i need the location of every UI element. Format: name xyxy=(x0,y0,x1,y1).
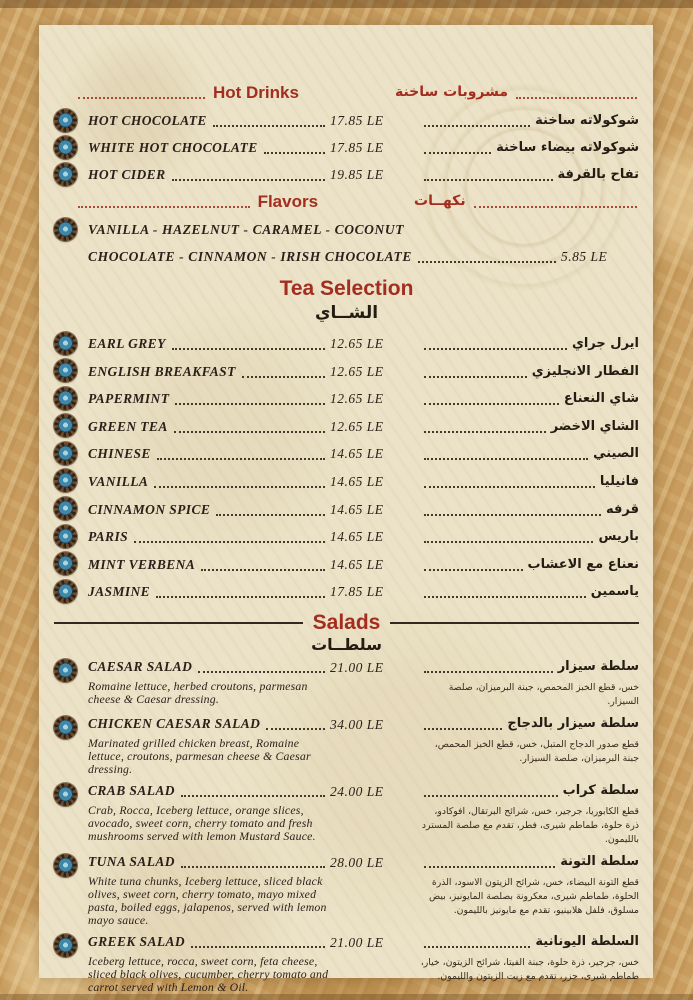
dotted-leader xyxy=(78,97,205,99)
item-name-ar: شاي النعناع xyxy=(563,391,639,407)
item-desc-en: White tuna chunks, Iceberg lettuce, sliced black olives, sweet corn, cherry tomato, mayo mixed pasta, boiled eggs, jalapenos, served with lemon mayo sauce. xyxy=(88,874,327,928)
dotted-leader xyxy=(157,458,325,460)
dotted-leader xyxy=(78,206,250,208)
item-name-en: CINNAMON SPICE xyxy=(88,501,211,517)
brand-medallion-icon xyxy=(54,525,77,548)
item-name-ar: سلطة سيزار بالدجاج xyxy=(507,716,639,732)
dotted-leader xyxy=(174,431,325,433)
item-name-ar: الشاي الاخضر xyxy=(550,418,639,434)
item-price: 12.65 LE xyxy=(330,336,384,351)
item-desc-ar: خس، قطع الخبز المحمص، جبنة البرميزان، صلصة السيزار. xyxy=(448,682,639,708)
menu-item-row xyxy=(54,580,639,602)
menu-item-row xyxy=(54,360,639,382)
item-name-ar: السلطة اليونانية xyxy=(535,934,639,950)
item-price: 12.65 LE xyxy=(330,391,384,407)
salad-item-row xyxy=(54,659,639,709)
dotted-leader xyxy=(213,125,325,127)
brand-medallion-icon xyxy=(54,783,77,806)
item-desc-ar: قطع الكابوريا، جرجير، خس، شرائح البرتقال، افوكادو، ذرة حلوة، طماطم شيرى، فطر، تقدم مع صلصة المسترد بالليمون. xyxy=(421,806,639,846)
flavors-title-en: Flavors xyxy=(257,192,319,211)
dotted-leader xyxy=(424,376,527,378)
dotted-leader xyxy=(264,152,325,154)
dotted-leader xyxy=(242,376,325,378)
brand-medallion-icon xyxy=(54,218,77,241)
hot-drinks-section-header xyxy=(54,81,639,103)
item-price: 14.65 LE xyxy=(330,529,384,545)
item-price: 17.85 LE xyxy=(330,584,384,600)
item-price: 12.65 LE xyxy=(330,363,384,379)
item-price: 14.65 LE xyxy=(330,473,384,489)
item-name-ar: سلطة التونة xyxy=(560,854,639,870)
dotted-leader xyxy=(424,179,553,181)
item-name-en: HOT CIDER xyxy=(88,167,166,182)
rule-line xyxy=(54,622,303,624)
dotted-leader xyxy=(424,541,593,543)
brand-medallion-icon xyxy=(54,136,77,159)
item-price: 17.85 LE xyxy=(330,113,384,128)
flavors-title-ar: نكهــات xyxy=(414,193,466,209)
item-name-en: GREEK SALAD xyxy=(88,934,186,950)
item-name-en: MINT VERBENA xyxy=(88,556,196,572)
salad-item-row xyxy=(54,854,639,927)
menu-content xyxy=(39,25,653,994)
salad-item-row xyxy=(54,783,639,847)
item-name-en: VANILLA xyxy=(88,473,149,489)
item-desc-en: Romaine lettuce, herbed croutons, parmesan cheese & Caesar dressing. xyxy=(88,679,308,707)
rule-line xyxy=(390,622,639,624)
brand-medallion-icon xyxy=(54,332,77,355)
hot-drinks-title-en: Hot Drinks xyxy=(212,83,299,102)
salads-section-header xyxy=(54,611,639,635)
dotted-leader xyxy=(181,795,325,797)
brand-medallion-icon xyxy=(54,359,77,382)
item-name-en: CHINESE xyxy=(88,446,151,462)
brand-medallion-icon xyxy=(54,387,77,410)
dotted-leader xyxy=(216,514,325,516)
item-price: 14.65 LE xyxy=(330,446,384,462)
brand-medallion-icon xyxy=(54,716,77,739)
item-price: 14.65 LE xyxy=(330,501,384,517)
item-price: 12.65 LE xyxy=(330,418,384,434)
dotted-leader xyxy=(418,261,556,263)
dotted-leader xyxy=(516,97,637,99)
brand-medallion-icon xyxy=(54,854,77,877)
menu-item-row xyxy=(54,442,639,464)
brand-medallion-icon xyxy=(54,414,77,437)
dotted-leader xyxy=(474,206,637,208)
dotted-leader xyxy=(424,671,553,673)
menu-item-row xyxy=(54,163,639,185)
item-name-ar: باريس xyxy=(598,529,639,545)
menu-item-row xyxy=(54,525,639,547)
item-name-en: TUNA SALAD xyxy=(88,854,175,870)
flavors-line-2: CHOCOLATE - CINNAMON - IRISH CHOCOLATE xyxy=(88,249,412,264)
dotted-leader xyxy=(424,728,502,730)
dotted-leader xyxy=(134,541,325,543)
tea-title-en: Tea Selection xyxy=(279,277,414,300)
item-name-en: WHITE HOT CHOCOLATE xyxy=(88,140,258,155)
item-desc-en: Iceberg lettuce, rocca, sweet corn, feta cheese, sliced black olives, cucumber, cherry tomato and carrot served with Lemon & Oil. xyxy=(88,954,329,995)
dotted-leader xyxy=(424,458,588,460)
dotted-leader xyxy=(424,569,523,571)
menu-item-row xyxy=(54,498,639,520)
dotted-leader xyxy=(175,403,325,405)
item-name-en: HOT CHOCOLATE xyxy=(88,113,207,128)
dotted-leader xyxy=(424,152,491,154)
dotted-leader xyxy=(198,671,325,673)
dotted-leader xyxy=(191,946,325,948)
brand-medallion-icon xyxy=(54,552,77,575)
brand-medallion-icon xyxy=(54,659,77,682)
item-name-ar: ياسمين xyxy=(590,584,639,600)
item-name-ar: الفطار الانجليزي xyxy=(531,363,639,379)
dotted-leader xyxy=(172,179,326,181)
item-desc-ar: قطع صدور الدجاج المتبل، خس، قطع الخبز المحمص، جبنة البرميزان، صلصة السيزار. xyxy=(434,739,639,765)
menu-item-row xyxy=(54,387,639,409)
dotted-leader xyxy=(424,431,546,433)
item-name-en: JASMINE xyxy=(88,584,151,600)
item-price: 24.00 LE xyxy=(330,784,384,800)
item-name-en: PAPERMINT xyxy=(88,391,170,407)
flavors-line-1: VANILLA - HAZELNUT - CARAMEL - COCONUT xyxy=(88,222,405,237)
dotted-leader xyxy=(424,348,567,350)
menu-item-row xyxy=(54,332,639,354)
item-name-ar: شوكولاته ساخنة xyxy=(535,113,639,128)
brand-medallion-icon xyxy=(54,163,77,186)
dotted-leader xyxy=(424,486,595,488)
item-price: 19.85 LE xyxy=(330,167,384,182)
dotted-leader xyxy=(266,728,325,730)
tea-section-header xyxy=(54,277,639,325)
brand-medallion-icon xyxy=(54,934,77,957)
item-name-en: CRAB SALAD xyxy=(88,783,175,799)
menu-item-row xyxy=(54,470,639,492)
menu-inner-page xyxy=(39,25,653,995)
item-name-en: PARIS xyxy=(88,529,129,545)
menu-item-row xyxy=(54,553,639,575)
item-name-en: CAESAR SALAD xyxy=(88,659,193,675)
item-desc-en: Crab, Rocca, Iceberg lettuce, orange slices, avocado, sweet corn, cherry tomato and fresh mushrooms served with lemon Mustard Sauce. xyxy=(88,803,316,844)
dotted-leader xyxy=(424,866,555,868)
flavors-list-row-2 xyxy=(88,245,639,267)
item-price: 21.00 LE xyxy=(330,935,384,951)
item-price: 34.00 LE xyxy=(330,717,384,733)
item-desc-en: Marinated grilled chicken breast, Romaine lettuce, croutons, parmesan cheese & Caesar dressing. xyxy=(88,736,311,777)
dotted-leader xyxy=(172,348,325,350)
menu-item-row xyxy=(54,136,639,158)
item-name-ar: قرفه xyxy=(606,501,639,517)
item-desc-ar: قطع التونة البيضاء، خس، شرائح الزيتون الاسود، الذرة الحلوة، طماطم شيرى، معكرونة بصلصة المايونيز، بيض مسلوق، فلفل هلابينيو، تقدم مع مايونيز بالليمون. xyxy=(429,877,639,917)
item-name-ar: سلطة سيزار xyxy=(557,659,639,675)
dotted-leader xyxy=(424,403,559,405)
menu-item-row xyxy=(54,109,639,131)
dotted-leader xyxy=(181,866,325,868)
brand-medallion-icon xyxy=(54,580,77,603)
brand-medallion-icon xyxy=(54,442,77,465)
item-name-ar: نعناع مع الاعشاب xyxy=(527,556,639,572)
item-desc-ar: خس، جرجير، ذرة حلوة، جبنة الفيتا، شرائح الزيتون، خيار، طماطم شيرى، جزر، تقدم مع زيت الزيتون والليمون. xyxy=(420,957,639,983)
item-name-ar: شوكولاته بيضاء ساخنة xyxy=(496,140,639,155)
dotted-leader xyxy=(424,596,586,598)
brand-medallion-icon xyxy=(54,109,77,132)
flavors-list-row-1 xyxy=(54,218,639,240)
flavors-price: 5.85 LE xyxy=(561,249,608,264)
brand-medallion-icon xyxy=(54,469,77,492)
brand-medallion-icon xyxy=(54,497,77,520)
item-name-en: EARL GREY xyxy=(88,336,166,351)
dotted-leader xyxy=(201,569,325,571)
hot-drinks-title-ar: مشروبات ساخنة xyxy=(394,84,509,100)
dotted-leader xyxy=(154,486,325,488)
item-name-en: CHICKEN CAESAR SALAD xyxy=(88,716,261,732)
item-price: 17.85 LE xyxy=(330,140,384,155)
flavors-section-header xyxy=(54,190,639,212)
dotted-leader xyxy=(424,514,601,516)
item-name-ar: سلطة كراب xyxy=(562,783,639,799)
item-name-ar: الصيني xyxy=(593,446,639,462)
item-price: 14.65 LE xyxy=(330,556,384,572)
item-name-ar: فانيليا xyxy=(599,473,639,489)
menu-item-row xyxy=(54,415,639,437)
dotted-leader xyxy=(424,125,530,127)
salads-title-en: Salads xyxy=(312,611,381,635)
item-name-ar: ايرل جراي xyxy=(571,336,639,351)
tea-title-ar: الشــاي xyxy=(314,303,379,323)
dotted-leader xyxy=(156,596,325,598)
item-price: 21.00 LE xyxy=(330,660,384,676)
dotted-leader xyxy=(424,795,558,797)
salad-item-row xyxy=(54,716,639,776)
salad-item-row xyxy=(54,934,639,994)
dotted-leader xyxy=(424,946,530,948)
item-name-en: ENGLISH BREAKFAST xyxy=(88,363,236,379)
item-name-ar: تفاح بالقرفة xyxy=(557,167,639,182)
salads-title-ar: سلطــات xyxy=(311,635,382,655)
item-name-en: GREEN TEA xyxy=(88,418,168,434)
item-price: 28.00 LE xyxy=(330,855,384,871)
